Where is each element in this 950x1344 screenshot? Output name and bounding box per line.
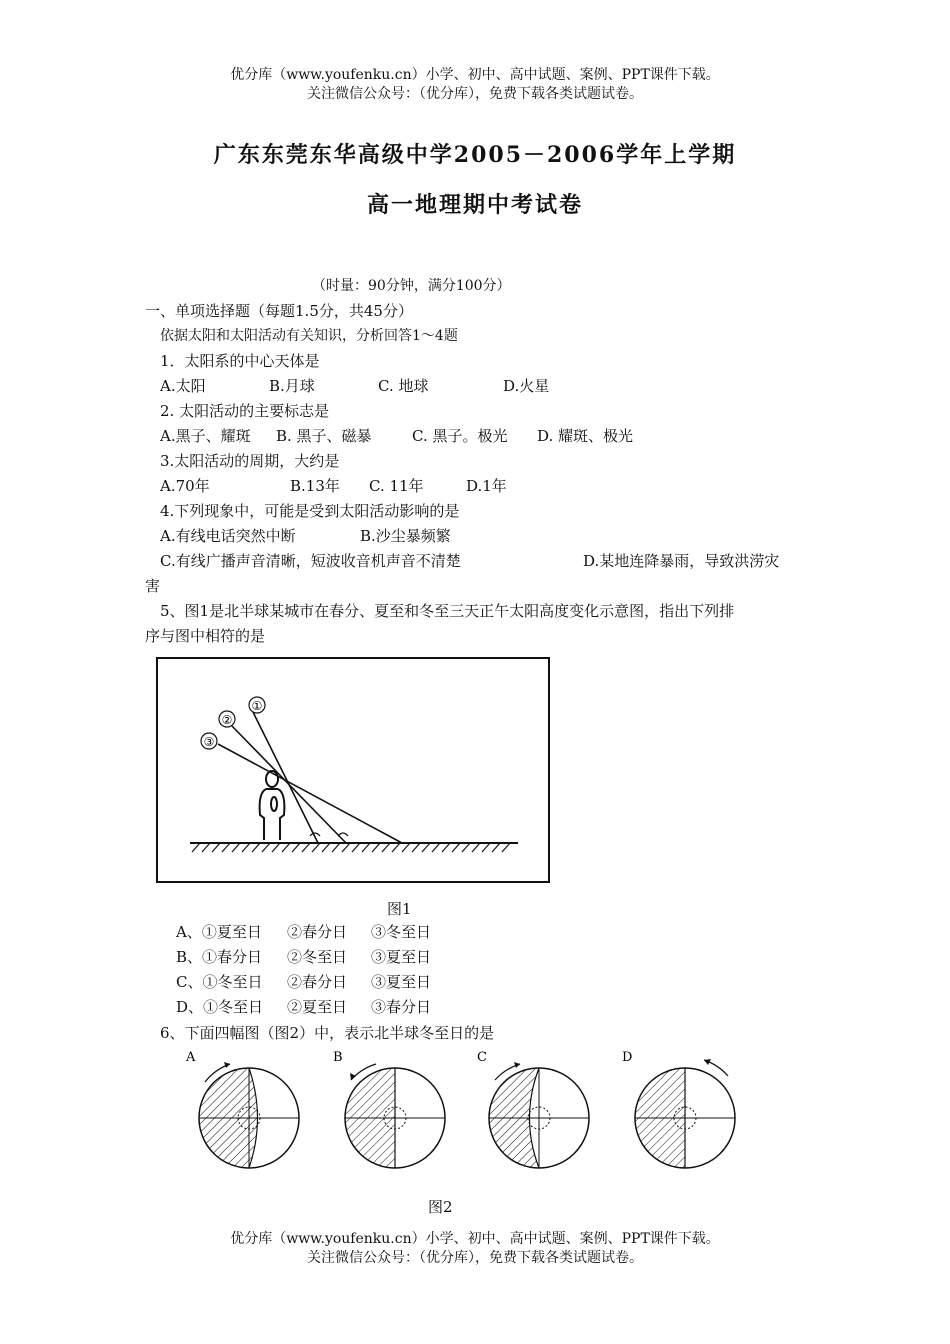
figure-1-caption: 图1 [387,900,412,918]
footer-line-2: 关注微信公众号：（优分库），免费下载各类试题试卷。 [307,1250,643,1266]
q1-option-a: A.太阳 [160,377,206,395]
globe-label-d: D [622,1050,633,1065]
globe-c [489,1062,589,1168]
q5-option-d-2: ②夏至日 [287,998,348,1016]
q5-option-b-1: B、①春分日 [176,948,263,966]
q1-option-c: C. 地球 [378,377,429,395]
q5-option-c-2: ②春分日 [287,973,348,991]
q5-option-a-3: ③冬至日 [371,923,432,941]
q1-option-b: B.月球 [269,377,315,395]
globe-b [345,1064,445,1168]
header-line-2: 关注微信公众号：（优分库），免费下载各类试题试卷。 [307,86,643,102]
q4-option-d: D.某地连降暴雨，导致洪涝灾 [583,552,780,570]
question-5-stem-line2: 序与图中相符的是 [145,627,266,645]
globe-label-b: B [333,1050,343,1065]
q2-option-d: D. 耀斑、极光 [537,427,634,445]
q3-option-b: B.13年 [290,477,340,495]
q2-option-a: A.黑子、耀斑 [160,427,251,445]
page-title: 广东东莞东华高级中学2005－2006学年上学期 [213,142,737,168]
fig1-label-3: ③ [203,735,215,749]
fig1-label-1: ① [251,699,263,713]
globe-a [199,1062,299,1168]
footer-line-1: 优分库（www.youfenku.cn）小学、初中、高中试题、案例、PPT课件下载。 [230,1231,720,1247]
globe-d [635,1059,735,1168]
q5-option-a-2: ②春分日 [287,923,348,941]
q3-option-d: D.1年 [466,477,507,495]
q5-option-d-3: ③春分日 [371,998,432,1016]
q5-option-b-3: ③夏至日 [371,948,432,966]
question-2-stem: 2. 太阳活动的主要标志是 [160,402,330,420]
exam-info: （时量：90分钟，满分100分） [312,278,511,294]
section-heading: 一、单项选择题（每题1.5分，共45分） [145,302,413,320]
q4-option-b: B.沙尘暴频繁 [360,527,451,545]
fig1-label-2: ② [221,713,233,727]
q4-option-d-wrap: 害 [145,577,161,595]
page-subtitle: 高一地理期中考试卷 [366,192,583,218]
q3-option-a: A.70年 [160,477,210,495]
globe-label-c: C [477,1050,487,1065]
globe-label-a: A [186,1050,196,1065]
q4-option-a: A.有线电话突然中断 [160,527,296,545]
q1-option-d: D.火星 [503,377,550,395]
q5-option-b-2: ②冬至日 [287,948,348,966]
q3-option-c: C. 11年 [369,477,424,495]
q5-option-d-1: D、①冬至日 [176,998,264,1016]
q5-option-c-3: ③夏至日 [371,973,432,991]
question-5-stem-line1: 5、图1是北半球某城市在春分、夏至和冬至三天正午太阳高度变化示意图，指出下列排 [160,602,735,620]
q2-option-c: C. 黑子。极光 [412,427,508,445]
question-1-stem: 1．太阳系的中心天体是 [160,352,320,370]
q4-option-c: C.有线广播声音清晰，短波收音机声音不清楚 [160,552,461,570]
q5-option-c-1: C、①冬至日 [176,973,263,991]
figure-2-caption: 图2 [428,1198,453,1216]
question-6-stem: 6、下面四幅图（图2）中，表示北半球冬至日的是 [160,1024,495,1042]
header-line-1: 优分库（www.youfenku.cn）小学、初中、高中试题、案例、PPT课件下载。 [230,67,720,83]
q5-option-a-1: A、①夏至日 [176,923,262,941]
q2-option-b: B. 黑子、磁暴 [276,427,372,445]
question-3-stem: 3.太阳活动的周期，大约是 [160,452,340,470]
question-4-stem: 4.下列现象中，可能是受到太阳活动影响的是 [160,502,460,520]
section-intro: 依据太阳和太阳活动有关知识，分析回答1～4题 [160,328,458,344]
